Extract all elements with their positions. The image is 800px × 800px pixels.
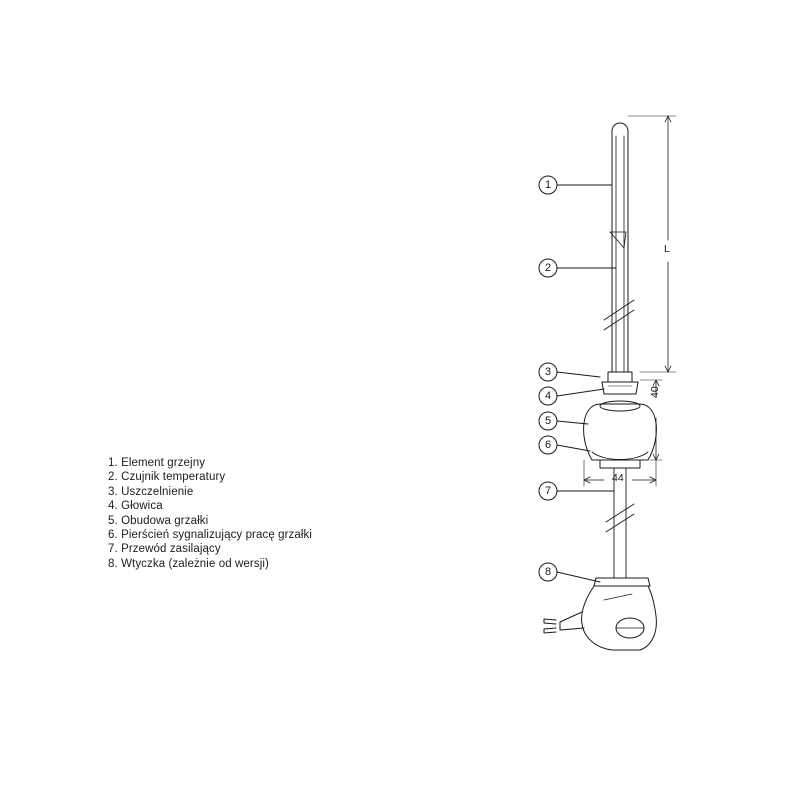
cord-break-line-1 (606, 504, 634, 522)
heating-rod-outline (612, 123, 628, 372)
dimension-label-head-width: 44 (612, 472, 624, 484)
plug-detail-line (604, 594, 632, 600)
legend-item-5: 5. Obudowa grzałki (108, 514, 209, 527)
legend-item-8: 8. Wtyczka (zależnie od wersji) (108, 557, 269, 570)
callout-leader-6 (557, 445, 590, 451)
legend-item-2: 2. Czujnik temperatury (108, 471, 226, 484)
callout-label-1: 1 (544, 179, 552, 191)
callout-label-6: 6 (544, 439, 552, 451)
housing-neck (600, 460, 640, 468)
legend-item-1: 1. Element grzejny (108, 457, 206, 469)
rod-break-line-1 (604, 300, 634, 320)
legend (108, 456, 312, 571)
callout-leader-8 (557, 572, 600, 582)
indicator-ring (592, 452, 648, 460)
callout-label-2: 2 (544, 262, 552, 274)
cord-break-line-2 (606, 514, 634, 532)
housing-body (584, 404, 657, 460)
callout-leader-3 (557, 372, 600, 377)
housing-top-ellipse (600, 401, 640, 411)
callout-label-3: 3 (544, 366, 552, 378)
plug-pin-housing (560, 612, 584, 630)
legend-item-7: 7. Przewód zasilający (108, 543, 221, 556)
rod-break-line-2 (604, 310, 634, 330)
head-collar (602, 382, 638, 394)
callout-label-5: 5 (544, 415, 552, 427)
callout-leader-4 (557, 389, 604, 396)
plug-pin-1 (544, 619, 556, 624)
plug-body (582, 586, 657, 650)
dimension-label-length: L (664, 243, 670, 255)
plug-top-cap (594, 578, 650, 586)
seal-body (608, 372, 632, 382)
legend-item-6: 6. Pierścień sygnalizujący pracę grzałki (108, 529, 313, 542)
plug-pin-2 (544, 628, 556, 633)
callout-label-8: 8 (544, 566, 552, 578)
callout-label-7: 7 (544, 485, 552, 497)
legend-item-3: 3. Uszczelnienie (108, 485, 194, 498)
dimension-label-head-height: 40 (649, 386, 661, 398)
callout-label-4: 4 (544, 390, 552, 402)
callout-leader-5 (557, 421, 588, 424)
legend-item-4: 4. Głowica (108, 500, 163, 513)
